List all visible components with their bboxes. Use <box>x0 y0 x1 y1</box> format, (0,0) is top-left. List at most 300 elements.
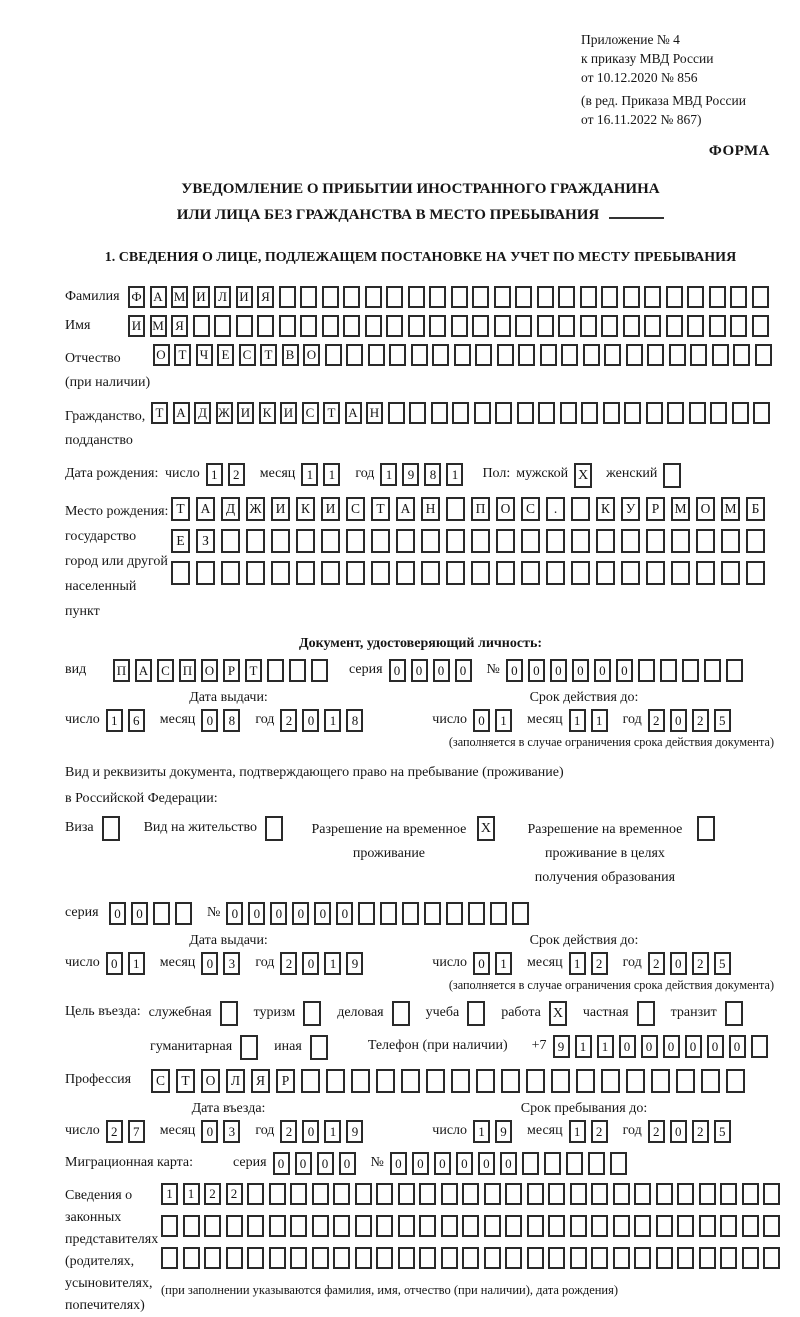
amendment-line-2: от 16.11.2022 № 867) <box>581 112 702 127</box>
representatives-row-3 <box>161 1247 785 1269</box>
char-box: Т <box>371 497 390 521</box>
char-box <box>570 1183 587 1205</box>
purpose-business-checkbox <box>392 1001 410 1026</box>
char-box <box>687 286 704 308</box>
char-box <box>326 1069 345 1093</box>
char-box <box>411 344 428 366</box>
char-box <box>468 902 485 925</box>
char-box: 0 <box>411 659 428 682</box>
identity-number-boxes <box>506 659 748 682</box>
char-box <box>321 561 340 585</box>
appendix-line-1: Приложение № 4 <box>581 32 680 47</box>
char-box <box>505 1215 522 1237</box>
char-box <box>310 1035 328 1060</box>
month-label: месяц <box>159 955 196 970</box>
char-box <box>290 1215 307 1237</box>
char-box <box>426 1069 445 1093</box>
representatives-label-4: (родителях, <box>65 1254 135 1269</box>
char-box <box>515 315 532 337</box>
char-box: 0 <box>412 1152 429 1175</box>
char-box <box>153 902 170 925</box>
residence-issue-heading: Дата выдачи: <box>189 933 268 948</box>
char-box: 2 <box>648 952 665 975</box>
char-box <box>518 344 535 366</box>
appendix-line-2: к приказу МВД России <box>581 51 714 66</box>
purpose-study <box>426 1001 486 1026</box>
char-box <box>755 344 772 366</box>
char-box <box>601 1069 620 1093</box>
identity-issue-heading: Дата выдачи: <box>189 690 268 705</box>
char-box <box>161 1247 178 1269</box>
purpose-transit-label: транзит <box>670 1005 717 1020</box>
purpose-work-checkbox <box>549 1001 567 1026</box>
char-box <box>560 402 577 424</box>
purpose-tourism-checkbox <box>303 1001 321 1026</box>
residence-issue-year-boxes <box>280 952 368 975</box>
char-box: 2 <box>591 1120 608 1143</box>
char-box <box>732 402 749 424</box>
char-box <box>660 659 677 682</box>
char-box: 5 <box>714 709 731 732</box>
char-box <box>462 1215 479 1237</box>
char-box <box>538 402 555 424</box>
char-box <box>580 286 597 308</box>
char-box <box>226 1247 243 1269</box>
char-box <box>452 402 469 424</box>
char-box <box>603 402 620 424</box>
char-box <box>446 561 465 585</box>
char-box: 0 <box>339 1152 356 1175</box>
char-box <box>561 344 578 366</box>
form-title-line1: УВЕДОМЛЕНИЕ О ПРИБЫТИИ ИНОСТРАННОГО ГРАЖДАНИНА <box>181 181 660 197</box>
char-box <box>521 561 540 585</box>
char-box: 0 <box>109 902 126 925</box>
char-box <box>651 1069 670 1093</box>
char-box <box>247 1183 264 1205</box>
char-box: 0 <box>616 659 633 682</box>
char-box <box>333 1215 350 1237</box>
char-box <box>226 1215 243 1237</box>
day-label: число <box>432 1123 468 1138</box>
purpose-other-checkbox <box>310 1035 328 1060</box>
char-box <box>580 315 597 337</box>
char-box: О <box>201 659 218 682</box>
char-box <box>527 1215 544 1237</box>
char-box: И <box>128 315 145 337</box>
char-box <box>699 1247 716 1269</box>
char-box <box>472 315 489 337</box>
month-label: месяц <box>159 712 196 727</box>
char-box <box>570 1247 587 1269</box>
char-box: 1 <box>495 952 512 975</box>
char-box: 1 <box>569 952 586 975</box>
char-box <box>591 1183 608 1205</box>
year-label: год <box>255 955 275 970</box>
residence-issue-day-boxes <box>106 952 150 975</box>
char-box: И <box>280 402 297 424</box>
residence-intro-line2: в Российской Федерации: <box>65 791 218 806</box>
char-box <box>517 402 534 424</box>
char-box: . <box>546 497 565 521</box>
char-box <box>365 286 382 308</box>
char-box <box>671 561 690 585</box>
birth-year-boxes <box>380 463 468 486</box>
char-box <box>626 344 643 366</box>
char-box <box>604 344 621 366</box>
char-box <box>269 1183 286 1205</box>
temp-residence-label: Разрешение на временное проживание <box>311 822 467 861</box>
residence-permit-checkbox <box>265 816 283 841</box>
char-box <box>546 561 565 585</box>
char-box: Я <box>257 286 274 308</box>
day-label: число <box>432 955 468 970</box>
migration-series-label: серия <box>233 1155 267 1170</box>
char-box <box>663 463 681 488</box>
amendment-line-1: (в ред. Приказа МВД России <box>581 93 746 108</box>
appendix-line-3: от 10.12.2020 № 856 <box>581 70 698 85</box>
birth-date-field <box>65 463 776 488</box>
char-box: 2 <box>591 952 608 975</box>
char-box <box>624 402 641 424</box>
char-box: 8 <box>346 709 363 732</box>
year-label: год <box>255 712 275 727</box>
char-box: 0 <box>528 659 545 682</box>
purpose-transit <box>671 1001 743 1026</box>
char-box: 5 <box>714 1120 731 1143</box>
char-box <box>548 1215 565 1237</box>
char-box <box>621 561 640 585</box>
char-box: 0 <box>390 1152 407 1175</box>
char-box <box>183 1247 200 1269</box>
residence-validity-month-boxes <box>569 952 613 975</box>
char-box: Е <box>171 529 190 553</box>
char-box <box>322 315 339 337</box>
char-box <box>656 1247 673 1269</box>
day-label: число <box>65 955 100 970</box>
char-box <box>634 1183 651 1205</box>
year-label: год <box>255 1123 275 1138</box>
representatives-label-3: представителях <box>65 1232 159 1247</box>
char-box: 2 <box>280 952 297 975</box>
visa-label: Виза <box>65 820 94 835</box>
sex-label: Пол: <box>482 466 511 481</box>
char-box <box>183 1215 200 1237</box>
char-box <box>646 402 663 424</box>
char-box <box>742 1183 759 1205</box>
char-box: 1 <box>495 709 512 732</box>
identity-validity-month-boxes <box>569 709 613 732</box>
char-box <box>376 1069 395 1093</box>
representatives-row-2 <box>161 1215 785 1237</box>
char-box <box>581 402 598 424</box>
phone-boxes <box>553 1035 773 1058</box>
visa-checkbox <box>102 816 120 841</box>
char-box <box>175 902 192 925</box>
char-box <box>446 902 463 925</box>
birth-place-label-4: населенный пункт <box>65 579 137 619</box>
entry-year-boxes <box>280 1120 368 1143</box>
identity-validity-day-boxes <box>473 709 517 732</box>
char-box <box>497 344 514 366</box>
purpose-private <box>583 1001 655 1026</box>
char-box <box>623 315 640 337</box>
sex-male-label: мужской <box>516 466 569 481</box>
char-box: С <box>157 659 174 682</box>
char-box <box>368 344 385 366</box>
char-box: С <box>346 497 365 521</box>
profession-boxes <box>151 1069 751 1093</box>
char-box: 2 <box>692 1120 709 1143</box>
identity-validity-block <box>392 690 776 732</box>
residence-series-boxes <box>109 902 197 925</box>
char-box: 0 <box>226 902 243 925</box>
char-box <box>704 659 721 682</box>
char-box <box>351 1069 370 1093</box>
residence-doc-intro <box>65 760 776 812</box>
char-box <box>421 561 440 585</box>
char-box: 0 <box>295 1152 312 1175</box>
char-box <box>476 1069 495 1093</box>
day-label: число <box>65 1123 100 1138</box>
char-box <box>656 1215 673 1237</box>
char-box: 0 <box>302 709 319 732</box>
char-box <box>546 529 565 553</box>
surname-field <box>65 286 776 308</box>
char-box: 1 <box>128 952 145 975</box>
char-box: З <box>196 529 215 553</box>
char-box <box>720 1183 737 1205</box>
char-box <box>432 344 449 366</box>
purpose-private-checkbox <box>637 1001 655 1026</box>
char-box: Ф <box>128 286 145 308</box>
citizenship-sublabel: подданство <box>65 433 133 448</box>
char-box <box>462 1183 479 1205</box>
char-box <box>221 529 240 553</box>
char-box <box>527 1247 544 1269</box>
char-box: 1 <box>324 709 341 732</box>
char-box <box>333 1183 350 1205</box>
char-box: 0 <box>201 709 218 732</box>
char-box: И <box>236 286 253 308</box>
char-box: Т <box>151 402 168 424</box>
char-box <box>296 561 315 585</box>
char-box <box>303 1001 321 1026</box>
char-box <box>392 1001 410 1026</box>
char-box: 0 <box>433 659 450 682</box>
residence-validity-day-boxes <box>473 952 517 975</box>
char-box: 0 <box>473 952 490 975</box>
identity-validity-heading: Срок действия до: <box>529 690 639 705</box>
char-box: 3 <box>223 1120 240 1143</box>
char-box <box>365 315 382 337</box>
char-box <box>376 1183 393 1205</box>
form-label: ФОРМА <box>708 143 770 159</box>
char-box <box>591 1247 608 1269</box>
char-box <box>512 902 529 925</box>
char-box: Ж <box>246 497 265 521</box>
char-box <box>441 1215 458 1237</box>
identity-issue-year-boxes <box>280 709 368 732</box>
char-box <box>355 1247 372 1269</box>
residence-doc-dates <box>65 933 776 975</box>
char-box <box>389 344 406 366</box>
identity-doc-row <box>65 659 776 682</box>
identity-issue-day-boxes <box>106 709 150 732</box>
char-box <box>102 816 120 841</box>
identity-series-boxes <box>389 659 477 682</box>
stay-day-boxes <box>473 1120 517 1143</box>
char-box: 2 <box>280 1120 297 1143</box>
char-box: А <box>345 402 362 424</box>
char-box <box>548 1247 565 1269</box>
char-box: Р <box>223 659 240 682</box>
char-box <box>419 1183 436 1205</box>
char-box: 2 <box>280 709 297 732</box>
char-box <box>570 1215 587 1237</box>
char-box <box>601 286 618 308</box>
char-box: 0 <box>456 1152 473 1175</box>
identity-doc-dates <box>65 690 776 732</box>
char-box: 5 <box>714 952 731 975</box>
char-box: 0 <box>670 1120 687 1143</box>
patronymic-field <box>65 344 776 395</box>
residence-permit-option <box>144 816 283 841</box>
char-box: С <box>302 402 319 424</box>
char-box <box>290 1247 307 1269</box>
birth-month-boxes <box>301 463 345 486</box>
char-box <box>401 1069 420 1093</box>
char-box: 2 <box>204 1183 221 1205</box>
char-box <box>699 1183 716 1205</box>
stay-until-heading: Срок пребывания до: <box>520 1101 648 1116</box>
month-label: месяц <box>527 1123 563 1138</box>
char-box: 0 <box>248 902 265 925</box>
char-box <box>484 1215 501 1237</box>
char-box <box>376 1247 393 1269</box>
entry-stay-dates <box>65 1101 776 1143</box>
char-box <box>388 402 405 424</box>
char-box <box>424 902 441 925</box>
char-box <box>730 315 747 337</box>
char-box <box>671 529 690 553</box>
char-box <box>408 315 425 337</box>
char-box: 3 <box>223 952 240 975</box>
char-box: 1 <box>569 709 586 732</box>
char-box: 1 <box>206 463 223 486</box>
char-box: Т <box>260 344 277 366</box>
char-box <box>484 1247 501 1269</box>
char-box: 2 <box>692 952 709 975</box>
char-box <box>446 497 465 521</box>
char-box <box>752 315 769 337</box>
char-box <box>446 529 465 553</box>
char-box: У <box>621 497 640 521</box>
char-box <box>634 1215 651 1237</box>
patronymic-boxes <box>153 344 777 366</box>
char-box: О <box>696 497 715 521</box>
char-box <box>220 1001 238 1026</box>
char-box: 2 <box>228 463 245 486</box>
char-box <box>279 286 296 308</box>
char-box <box>610 1152 627 1175</box>
char-box <box>429 315 446 337</box>
char-box <box>571 497 590 521</box>
char-box: 2 <box>226 1183 243 1205</box>
purpose-official <box>149 1001 238 1026</box>
char-box <box>583 344 600 366</box>
char-box <box>355 1215 372 1237</box>
char-box <box>386 286 403 308</box>
char-box <box>613 1247 630 1269</box>
char-box: 0 <box>707 1035 724 1058</box>
char-box: 1 <box>380 463 397 486</box>
residence-doc-options <box>65 816 776 890</box>
char-box: 2 <box>648 1120 665 1143</box>
char-box <box>566 1152 583 1175</box>
char-box: И <box>237 402 254 424</box>
identity-number-label: № <box>486 662 500 677</box>
char-box <box>558 315 575 337</box>
char-box <box>701 1069 720 1093</box>
day-label: число <box>432 712 468 727</box>
char-box <box>763 1215 780 1237</box>
representatives-label-6: попечителях) <box>65 1298 145 1313</box>
purpose-humanitarian-checkbox <box>240 1035 258 1060</box>
residence-validity-block <box>392 933 776 975</box>
migration-series-boxes <box>273 1152 361 1175</box>
char-box: Т <box>323 402 340 424</box>
char-box: С <box>151 1069 170 1093</box>
char-box <box>398 1183 415 1205</box>
char-box <box>171 561 190 585</box>
char-box <box>763 1247 780 1269</box>
char-box <box>494 315 511 337</box>
char-box <box>742 1247 759 1269</box>
char-box: Л <box>226 1069 245 1093</box>
appendix-reference <box>581 30 776 129</box>
char-box: X <box>477 816 495 841</box>
temp-residence-edu-label: Разрешение на временное проживание в целях получения образования <box>527 822 683 885</box>
purpose-other-label: иная <box>274 1039 302 1054</box>
char-box <box>710 402 727 424</box>
char-box: 0 <box>131 902 148 925</box>
month-label: месяц <box>527 712 563 727</box>
char-box <box>471 561 490 585</box>
patronymic-label-block <box>65 344 153 395</box>
migration-number-label: № <box>370 1155 384 1170</box>
char-box: Б <box>746 497 765 521</box>
visit-purpose-row2 <box>150 1035 776 1060</box>
char-box <box>462 1247 479 1269</box>
char-box: С <box>521 497 540 521</box>
birth-place-label-2: государство <box>65 529 137 544</box>
birth-place-label-block <box>65 497 171 624</box>
char-box <box>666 315 683 337</box>
char-box <box>257 315 274 337</box>
char-box: 1 <box>591 709 608 732</box>
char-box <box>419 1247 436 1269</box>
char-box: Т <box>174 344 191 366</box>
char-box <box>346 561 365 585</box>
char-box: М <box>671 497 690 521</box>
char-box <box>161 1215 178 1237</box>
char-box <box>495 402 512 424</box>
char-box <box>544 1152 561 1175</box>
char-box <box>214 315 231 337</box>
char-box <box>725 1001 743 1026</box>
birth-place-rows <box>171 497 771 585</box>
char-box <box>271 561 290 585</box>
